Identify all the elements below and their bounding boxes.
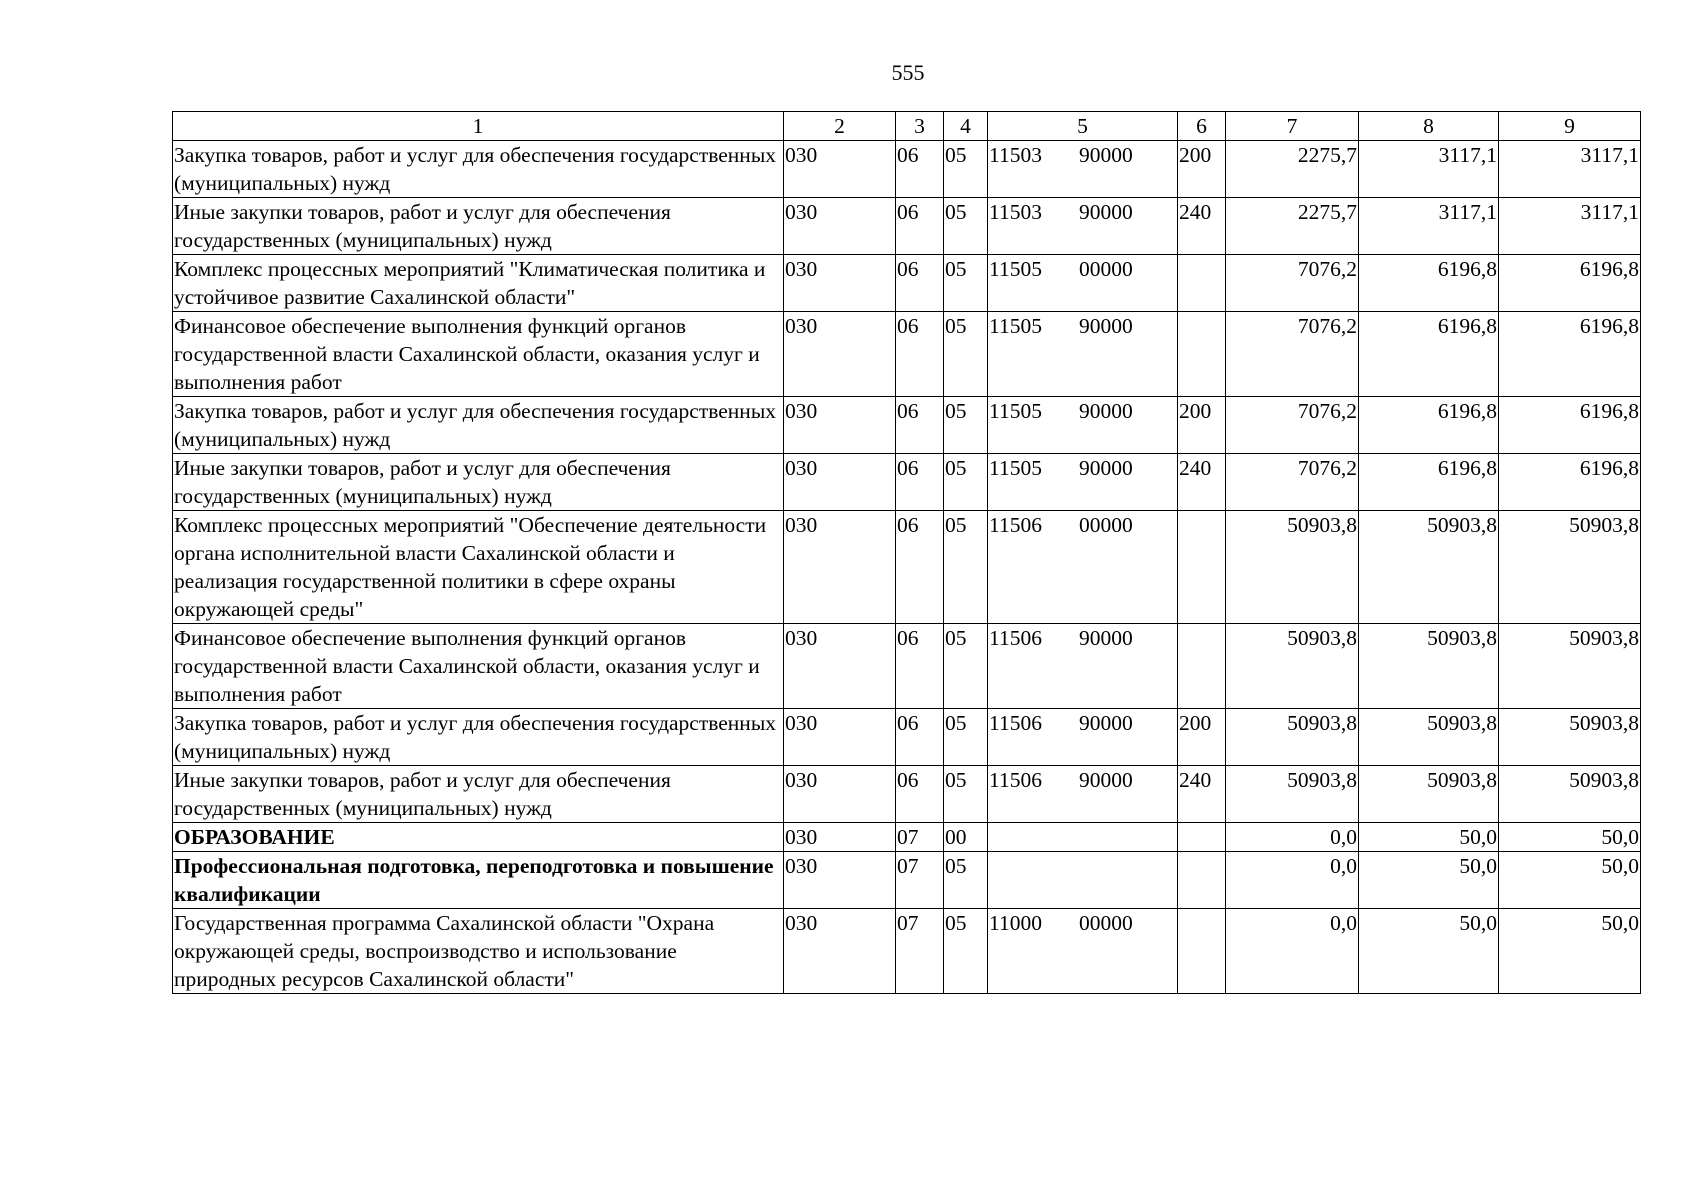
amount-col9: 6196,8 [1499,255,1641,312]
code-subsection: 05 [944,709,988,766]
row-name: Финансовое обеспечение выполнения функций органов государственной власти Сахалинской области, оказания услуг и выполнения работ [173,312,784,397]
amount-col9: 6196,8 [1499,312,1641,397]
amount-col7: 50903,8 [1226,624,1359,709]
row-name: Закупка товаров, работ и услуг для обеспечения государственных (муниципальных) нужд [173,141,784,198]
table-row [173,624,1641,709]
table-row [173,823,1641,852]
code-direction: 90000 [1079,314,1133,338]
row-name: Закупка товаров, работ и услуг для обеспечения государственных (муниципальных) нужд [173,397,784,454]
amount-col8: 6196,8 [1359,255,1499,312]
amount-col9: 50903,8 [1499,766,1641,823]
code-program: 11506 [989,513,1042,537]
code-subsection: 05 [944,141,988,198]
code-program: 11506 [989,768,1042,792]
row-name: Закупка товаров, работ и услуг для обеспечения государственных (муниципальных) нужд [173,709,784,766]
column-header: 9 [1499,112,1641,141]
code-direction: 90000 [1079,456,1133,480]
code-target-article [988,454,1178,511]
amount-col7: 7076,2 [1226,255,1359,312]
amount-col7: 50903,8 [1226,709,1359,766]
amount-col9: 50,0 [1499,823,1641,852]
code-ministry: 030 [784,255,896,312]
code-section: 06 [896,709,944,766]
code-section: 07 [896,852,944,909]
amount-col8: 3117,1 [1359,141,1499,198]
code-target-article [988,198,1178,255]
table-row [173,141,1641,198]
amount-col7: 7076,2 [1226,397,1359,454]
code-ministry: 030 [784,397,896,454]
amount-col7: 0,0 [1226,823,1359,852]
amount-col8: 50903,8 [1359,709,1499,766]
code-ministry: 030 [784,852,896,909]
code-expense-type: 200 [1178,709,1226,766]
code-target-article [988,397,1178,454]
table-row [173,454,1641,511]
code-expense-type: 240 [1178,766,1226,823]
code-direction: 90000 [1079,626,1133,650]
code-expense-type: 240 [1178,454,1226,511]
amount-col7: 2275,7 [1226,141,1359,198]
column-header: 5 [988,112,1178,141]
column-header: 4 [944,112,988,141]
table-row [173,709,1641,766]
code-direction: 90000 [1079,200,1133,224]
code-subsection: 05 [944,397,988,454]
code-subsection: 00 [944,823,988,852]
code-section: 06 [896,141,944,198]
column-header: 3 [896,112,944,141]
code-target-article [988,624,1178,709]
code-ministry: 030 [784,766,896,823]
amount-col9: 3117,1 [1499,141,1641,198]
code-program: 11505 [989,314,1042,338]
table-row [173,397,1641,454]
code-subsection: 05 [944,852,988,909]
code-direction: 90000 [1079,143,1133,167]
amount-col9: 50903,8 [1499,709,1641,766]
column-header: 1 [173,112,784,141]
code-section: 06 [896,454,944,511]
code-direction: 00000 [1079,513,1133,537]
code-program: 11505 [989,456,1042,480]
amount-col9: 50903,8 [1499,511,1641,624]
code-subsection: 05 [944,454,988,511]
amount-col8: 50,0 [1359,909,1499,994]
code-direction: 00000 [1079,911,1133,935]
column-header: 7 [1226,112,1359,141]
row-name: Государственная программа Сахалинской области "Охрана окружающей среды, воспроизводство и использование природных ресурсов Сахалинской области" [173,909,784,994]
code-section: 06 [896,624,944,709]
code-ministry: 030 [784,141,896,198]
amount-col9: 6196,8 [1499,397,1641,454]
code-expense-type [1178,255,1226,312]
table-row [173,198,1641,255]
code-subsection: 05 [944,624,988,709]
code-expense-type [1178,852,1226,909]
row-name: Комплекс процессных мероприятий "Обеспечение деятельности органа исполнительной власти Сахалинской области и реализация государственной политики в сфере охраны окружающей среды" [173,511,784,624]
amount-col9: 50,0 [1499,909,1641,994]
code-target-article [988,823,1178,852]
code-ministry: 030 [784,511,896,624]
amount-col7: 50903,8 [1226,511,1359,624]
amount-col9: 50,0 [1499,852,1641,909]
code-expense-type [1178,511,1226,624]
table-row [173,909,1641,994]
code-direction: 90000 [1079,399,1133,423]
table-row [173,852,1641,909]
row-name: Иные закупки товаров, работ и услуг для обеспечения государственных (муниципальных) нужд [173,454,784,511]
code-program: 11000 [989,911,1042,935]
column-header: 8 [1359,112,1499,141]
row-name: Иные закупки товаров, работ и услуг для обеспечения государственных (муниципальных) нужд [173,766,784,823]
code-ministry: 030 [784,312,896,397]
amount-col8: 6196,8 [1359,454,1499,511]
code-section: 06 [896,397,944,454]
code-target-article [988,141,1178,198]
table-row [173,766,1641,823]
code-section: 06 [896,511,944,624]
code-expense-type [1178,624,1226,709]
code-section: 06 [896,198,944,255]
code-direction: 90000 [1079,768,1133,792]
code-subsection: 05 [944,909,988,994]
code-ministry: 030 [784,624,896,709]
code-section: 06 [896,766,944,823]
row-name: Комплекс процессных мероприятий "Климатическая политика и устойчивое развитие Сахалинской области" [173,255,784,312]
code-expense-type: 240 [1178,198,1226,255]
row-name: ОБРАЗОВАНИЕ [173,823,784,852]
code-subsection: 05 [944,511,988,624]
code-ministry: 030 [784,454,896,511]
page-number: 555 [891,60,925,85]
amount-col7: 50903,8 [1226,766,1359,823]
code-program: 11503 [989,200,1042,224]
table-body [173,141,1641,994]
code-section: 07 [896,823,944,852]
code-target-article [988,511,1178,624]
code-section: 07 [896,909,944,994]
amount-col8: 3117,1 [1359,198,1499,255]
code-target-article [988,709,1178,766]
code-target-article [988,255,1178,312]
code-ministry: 030 [784,823,896,852]
code-expense-type [1178,823,1226,852]
amount-col9: 6196,8 [1499,454,1641,511]
amount-col8: 6196,8 [1359,312,1499,397]
column-header: 6 [1178,112,1226,141]
amount-col9: 3117,1 [1499,198,1641,255]
header-row [173,112,1641,141]
code-target-article [988,909,1178,994]
code-direction: 90000 [1079,711,1133,735]
code-subsection: 05 [944,255,988,312]
amount-col8: 50903,8 [1359,766,1499,823]
amount-col9: 50903,8 [1499,624,1641,709]
code-ministry: 030 [784,909,896,994]
code-program: 11506 [989,711,1042,735]
amount-col7: 0,0 [1226,852,1359,909]
code-subsection: 05 [944,312,988,397]
amount-col8: 50903,8 [1359,624,1499,709]
code-expense-type [1178,909,1226,994]
amount-col7: 0,0 [1226,909,1359,994]
column-header: 2 [784,112,896,141]
code-expense-type [1178,312,1226,397]
code-target-article [988,852,1178,909]
amount-col7: 2275,7 [1226,198,1359,255]
budget-table [172,111,1641,994]
code-expense-type: 200 [1178,397,1226,454]
code-subsection: 05 [944,198,988,255]
code-direction: 00000 [1079,257,1133,281]
code-expense-type: 200 [1178,141,1226,198]
amount-col8: 50903,8 [1359,511,1499,624]
table-row [173,255,1641,312]
table-row [173,312,1641,397]
row-name: Профессиональная подготовка, переподготовка и повышение квалификации [173,852,784,909]
code-program: 11506 [989,626,1042,650]
row-name: Финансовое обеспечение выполнения функций органов государственной власти Сахалинской области, оказания услуг и выполнения работ [173,624,784,709]
code-section: 06 [896,255,944,312]
code-target-article [988,766,1178,823]
code-program: 11505 [989,257,1042,281]
code-ministry: 030 [784,198,896,255]
code-ministry: 030 [784,709,896,766]
code-target-article [988,312,1178,397]
table-row [173,511,1641,624]
code-program: 11503 [989,143,1042,167]
row-name: Иные закупки товаров, работ и услуг для обеспечения государственных (муниципальных) нужд [173,198,784,255]
amount-col7: 7076,2 [1226,454,1359,511]
code-section: 06 [896,312,944,397]
amount-col7: 7076,2 [1226,312,1359,397]
code-program: 11505 [989,399,1042,423]
amount-col8: 50,0 [1359,823,1499,852]
code-subsection: 05 [944,766,988,823]
amount-col8: 50,0 [1359,852,1499,909]
amount-col8: 6196,8 [1359,397,1499,454]
